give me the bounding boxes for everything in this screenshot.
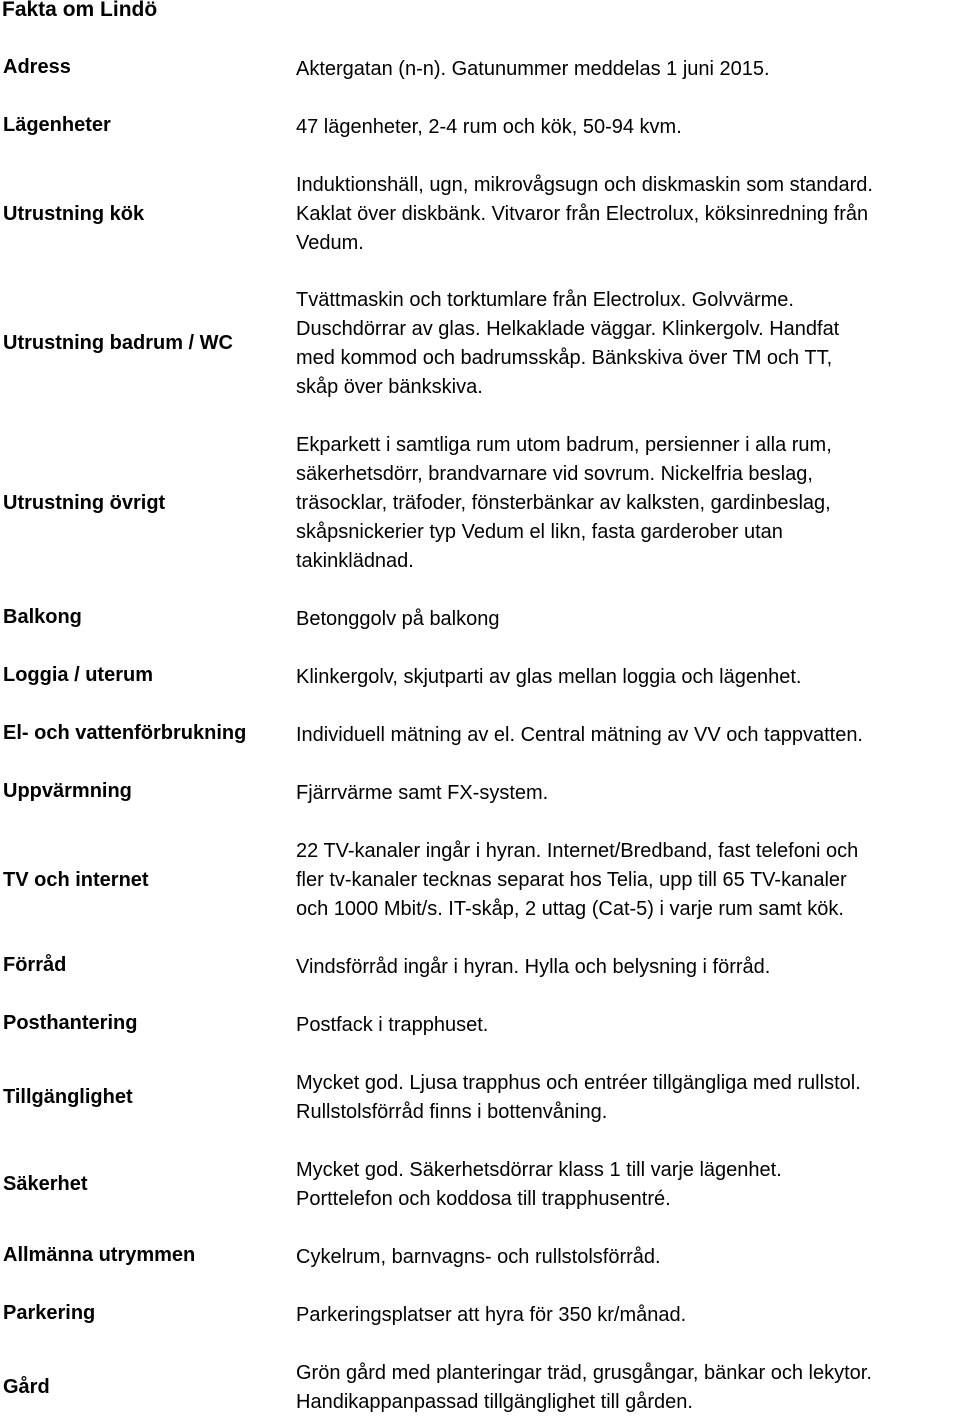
fact-value-line: Betonggolv på balkong	[296, 608, 500, 630]
fact-label: Loggia / uterum	[3, 664, 153, 686]
fact-value	[296, 1156, 960, 1214]
fact-value-line: Parkeringsplatser att hyra för 350 kr/månad.	[296, 1304, 687, 1326]
fact-value-line: Cykelrum, barnvagns- och rullstolsförråd.	[296, 1246, 661, 1268]
fact-value-line: takinklädnad.	[296, 550, 414, 572]
fact-label: Förråd	[3, 954, 67, 976]
fact-value-line: Mycket god. Säkerhetsdörrar klass 1 till varje lägenhet.	[296, 1159, 782, 1181]
fact-label: Balkong	[3, 606, 82, 628]
fact-value-line: fler tv-kanaler tecknas separat hos Telia, upp till 65 TV-kanaler	[296, 869, 847, 891]
fact-label: Adress	[3, 56, 71, 78]
fact-value	[296, 1301, 960, 1330]
fact-label: Säkerhet	[3, 1173, 88, 1195]
fact-value-line: Handikappanpassad tillgänglighet till gården.	[296, 1391, 693, 1413]
fact-label: Parkering	[3, 1302, 96, 1324]
fact-value-line: Porttelefon och koddosa till trapphusentré.	[296, 1188, 671, 1210]
fact-value-line: Rullstolsförråd finns i bottenvåning.	[296, 1101, 608, 1123]
page-title: Fakta om Lindö	[2, 0, 158, 21]
fact-value	[296, 779, 960, 808]
fact-value-line: Duschdörrar av glas. Helkaklade väggar. Klinkergolv. Handfat	[296, 318, 840, 340]
fact-value-line: Grön gård med planteringar träd, grusgångar, bänkar och lekytor.	[296, 1362, 872, 1384]
fact-value-line: Individuell mätning av el. Central mätning av VV och tappvatten.	[296, 724, 863, 746]
fact-value	[296, 721, 960, 750]
fact-label: Gård	[3, 1376, 50, 1398]
fact-label: Utrustning badrum / WC	[3, 332, 233, 354]
fact-value	[296, 837, 960, 924]
fact-label: Utrustning kök	[3, 203, 145, 225]
fact-label: Lägenheter	[3, 114, 111, 136]
fact-value-line: med kommod och badrumsskåp. Bänkskiva över TM och TT,	[296, 347, 833, 369]
fact-value-line: Aktergatan (n-n). Gatunummer meddelas 1 juni 2015.	[296, 58, 770, 80]
fact-value-line: Klinkergolv, skjutparti av glas mellan loggia och lägenhet.	[296, 666, 802, 688]
fact-value	[296, 1359, 960, 1417]
fact-label: Posthantering	[3, 1012, 138, 1034]
fact-value-line: Vindsförråd ingår i hyran. Hylla och belysning i förråd.	[296, 956, 771, 978]
fact-value	[296, 953, 960, 982]
fact-value-line: Fjärrvärme samt FX-system.	[296, 782, 549, 804]
fact-label: Allmänna utrymmen	[3, 1244, 196, 1266]
fact-value-line: säkerhetsdörr, brandvarnare vid sovrum. Nickelfria beslag,	[296, 463, 813, 485]
fact-value	[296, 171, 960, 258]
fact-label: Utrustning övrigt	[3, 492, 166, 514]
fact-value-line: 47 lägenheter, 2-4 rum och kök, 50-94 kvm.	[296, 116, 682, 138]
fact-value	[296, 1243, 960, 1272]
fact-value	[296, 1011, 960, 1040]
fact-value-line: Ekparkett i samtliga rum utom badrum, persienner i alla rum,	[296, 434, 832, 456]
fact-value-line: Kaklat över diskbänk. Vitvaror från Electrolux, köksinredning från	[296, 203, 869, 225]
fact-value-line: träsocklar, träfoder, fönsterbänkar av kalksten, gardinbeslag,	[296, 492, 831, 514]
fact-value-line: Postfack i trapphuset.	[296, 1014, 489, 1036]
fact-value-line: Tvättmaskin och torktumlare från Electrolux. Golvvärme.	[296, 289, 794, 311]
fact-value	[296, 431, 960, 576]
fact-value	[296, 55, 960, 84]
fact-value-line: skåp över bänkskiva.	[296, 376, 483, 398]
fact-value-line: Induktionshäll, ugn, mikrovågsugn och diskmaskin som standard.	[296, 174, 873, 196]
fact-value	[296, 605, 960, 634]
fact-label: TV och internet	[3, 869, 149, 891]
fact-value	[296, 113, 960, 142]
fact-value-line: Mycket god. Ljusa trapphus och entréer tillgängliga med rullstol.	[296, 1072, 861, 1094]
fact-value	[296, 1069, 960, 1127]
fact-value-line: och 1000 Mbit/s. IT-skåp, 2 uttag (Cat-5) i varje rum samt kök.	[296, 898, 844, 920]
fact-label: Tillgänglighet	[3, 1086, 133, 1108]
fact-label: Uppvärmning	[3, 780, 132, 802]
fact-value	[296, 286, 960, 402]
fact-value	[296, 663, 960, 692]
fact-value-line: skåpsnickerier typ Vedum el likn, fasta garderober utan	[296, 521, 783, 543]
fact-label: El- och vattenförbrukning	[3, 722, 247, 744]
fact-value-line: Vedum.	[296, 232, 364, 254]
fact-value-line: 22 TV-kanaler ingår i hyran. Internet/Bredband, fast telefoni och	[296, 840, 859, 862]
